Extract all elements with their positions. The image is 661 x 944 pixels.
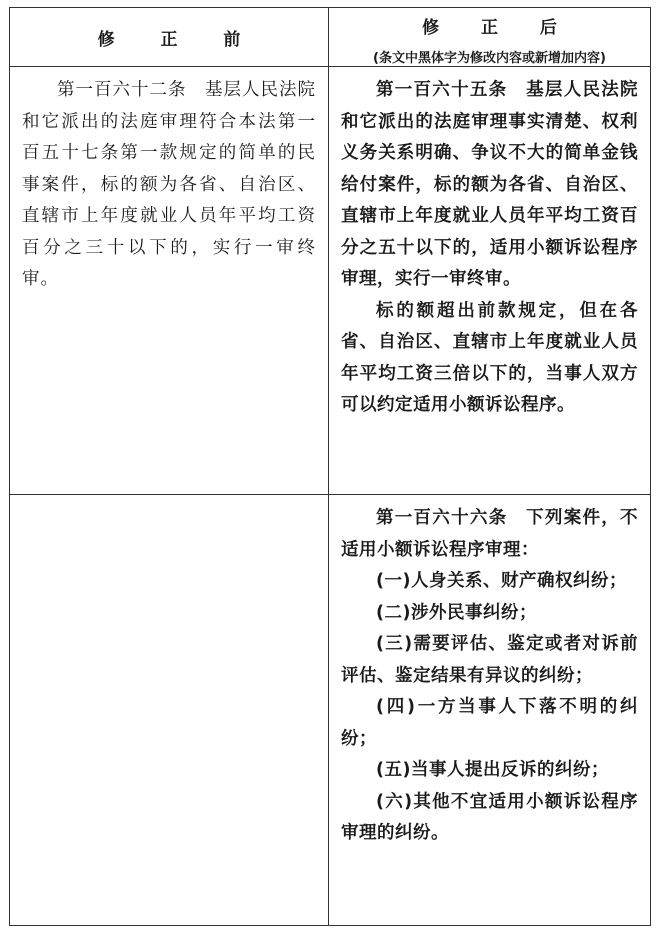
header-after-note: (条文中黑体字为修改内容或新增加内容)	[373, 50, 606, 66]
list-item: (二)涉外民事纠纷；	[376, 602, 537, 623]
article-paragraph: 第一百六十六条 下列案件，不适用小额诉讼程序审理：	[341, 508, 638, 560]
list-item: (一)人身关系、财产确权纠纷；	[376, 571, 627, 591]
list-item: (五)当事人提出反诉的纠纷；	[376, 760, 609, 780]
cell-before	[10, 67, 329, 495]
table-header-row	[10, 8, 651, 67]
list-item: (四)一方当事人下落不明的纠纷；	[341, 697, 638, 749]
article-paragraph: 第一百六十二条 基层人民法院和它派出的法庭审理符合本法第一百五十七条第一款规定的简单的民事案件，标的额为各省、自治区、直辖市上年度就业人员年平均工资百分之三十以下的，实行一审终审。	[22, 80, 316, 289]
header-before	[10, 8, 329, 67]
article-paragraph: 标的额超出前款规定，但在各省、自治区、直辖市上年度就业人员年平均工资三倍以下的，当事人双方可以约定适用小额诉讼程序。	[341, 300, 638, 415]
after-text	[329, 495, 650, 858]
comparison-table	[9, 7, 651, 926]
cell-after	[329, 495, 651, 926]
cell-after	[329, 67, 651, 495]
header-after	[329, 8, 651, 67]
article-paragraph: 第一百六十五条 基层人民法院和它派出的法庭审理事实清楚、权利义务关系明确、争议不大的简单金钱给付案件，标的额为各省、自治区、直辖市上年度就业人员年平均工资百分之五十以下的，适用小额诉讼程序审理，实行一审终审。	[341, 80, 638, 289]
list-item: (三)需要评估、鉴定或者对诉前评估、鉴定结果有异议的纠纷；	[341, 634, 638, 686]
list-item: (六)其他不宜适用小额诉讼程序审理的纠纷。	[341, 791, 638, 843]
after-text	[329, 67, 650, 430]
header-before-title: 修 正 前	[97, 29, 261, 50]
cell-before-empty	[10, 495, 329, 926]
table-row	[10, 67, 651, 495]
table-row	[10, 495, 651, 926]
header-after-title: 修 正 后	[422, 17, 575, 38]
before-text	[10, 67, 328, 304]
